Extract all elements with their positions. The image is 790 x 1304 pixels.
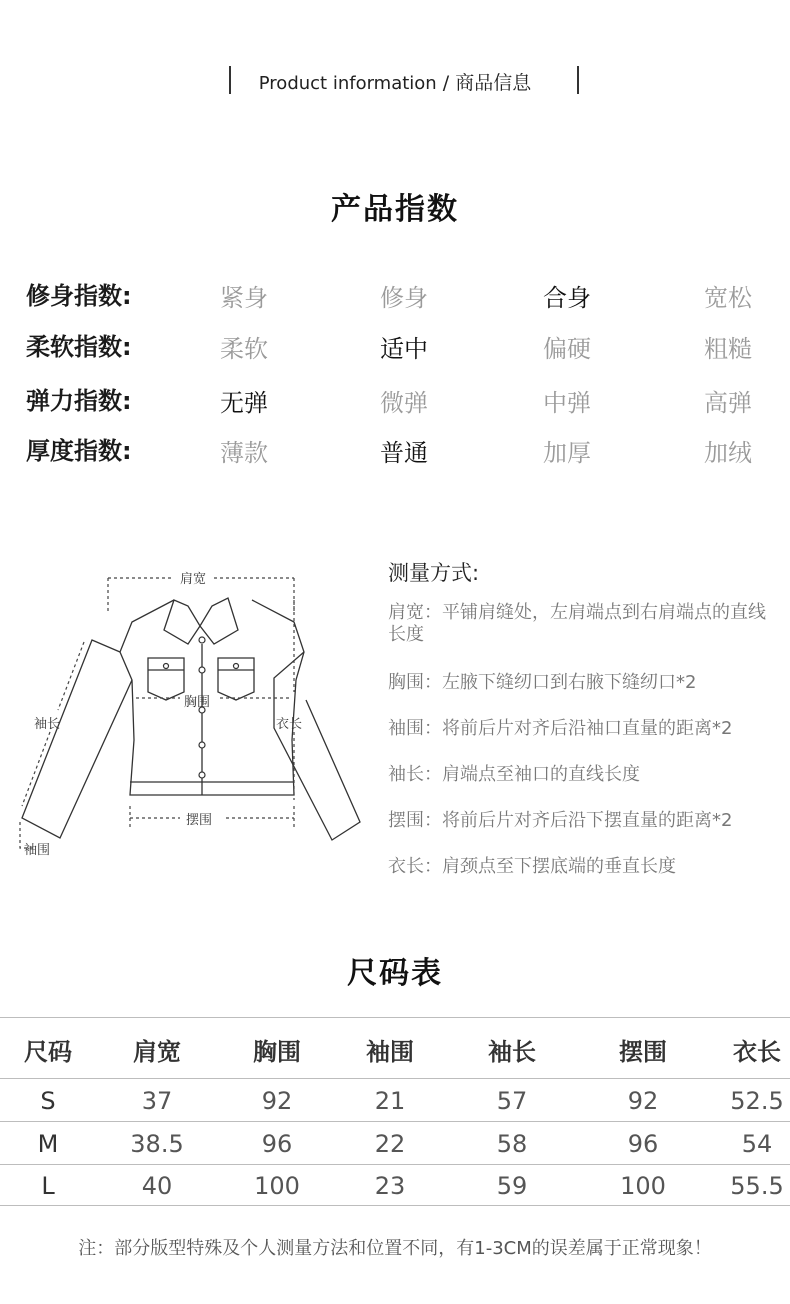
measurement-item-hem: 摆围：将前后片对齐后沿下摆直量的距离*2 [388, 810, 733, 831]
jacket-left-sleeve [22, 640, 132, 838]
table-cell: 52.5 [730, 1087, 784, 1115]
table-header-cell: 袖围 [366, 1038, 414, 1066]
table-divider [0, 1205, 790, 1206]
measurement-title: 测量方式: [388, 561, 480, 585]
size-table-title: 尺码表 [347, 956, 443, 991]
jacket-button [164, 664, 169, 669]
index-option: 高弹 [704, 389, 752, 417]
index-option-selected: 无弹 [220, 389, 268, 417]
table-cell: 54 [741, 1130, 773, 1158]
jacket-button [199, 667, 205, 673]
table-header-cell: 肩宽 [133, 1038, 181, 1066]
index-option: 加绒 [704, 439, 752, 467]
table-divider [0, 1164, 790, 1165]
index-row-label: 柔软指数: [26, 333, 132, 361]
header-title-sep: / [436, 72, 456, 94]
header-title [0, 68, 790, 95]
index-row-label: 厚度指数: [26, 437, 132, 465]
table-divider [0, 1078, 790, 1079]
table-cell: 21 [374, 1087, 406, 1115]
header-title-cn: 商品信息 [455, 72, 532, 94]
table-cell: 57 [496, 1087, 528, 1115]
table-size-cell: S [40, 1087, 56, 1115]
index-row-label: 修身指数: [26, 282, 132, 310]
index-option: 粗糙 [704, 335, 752, 363]
table-header-cell: 胸围 [253, 1038, 301, 1066]
table-cell: 92 [627, 1087, 659, 1115]
table-cell: 59 [496, 1172, 528, 1200]
index-option: 紧身 [220, 284, 268, 312]
table-cell: 22 [374, 1130, 406, 1158]
index-option-selected: 适中 [380, 335, 428, 363]
jacket-button [199, 637, 205, 643]
table-header-cell: 袖长 [488, 1038, 536, 1066]
index-option: 修身 [380, 284, 428, 312]
jacket-button [234, 664, 239, 669]
table-divider [0, 1121, 790, 1122]
table-header-cell: 衣长 [733, 1038, 781, 1066]
jacket-button [199, 742, 205, 748]
index-option: 偏硬 [543, 335, 591, 363]
table-cell: 100 [254, 1172, 300, 1200]
table-header-cell: 尺码 [24, 1038, 72, 1066]
index-option: 薄款 [220, 439, 268, 467]
diagram-label-hem: 摆围 [186, 813, 213, 828]
index-title: 产品指数 [331, 192, 459, 227]
index-option: 中弹 [543, 389, 591, 417]
jacket-diagram [12, 560, 372, 870]
table-cell: 37 [141, 1087, 173, 1115]
diagram-label-body-length: 衣长 [276, 717, 303, 732]
diagram-label-sleeve-length: 袖长 [34, 717, 61, 732]
index-option: 加厚 [543, 439, 591, 467]
table-cell: 58 [496, 1130, 528, 1158]
index-option: 宽松 [704, 284, 752, 312]
footer-note: 注：部分版型特殊及个人测量方法和位置不同，有1-3CM的误差属于正常现象！ [78, 1238, 712, 1259]
measurement-item-cuff: 袖围：将前后片对齐后沿袖口直量的距离*2 [388, 718, 733, 739]
jacket-right-sleeve [274, 652, 360, 840]
index-option: 微弹 [380, 389, 428, 417]
table-cell: 92 [261, 1087, 293, 1115]
measurement-item-sleeve-length: 袖长：肩端点至袖口的直线长度 [388, 764, 640, 785]
measurement-item-body-length: 衣长：肩颈点至下摆底端的垂直长度 [388, 856, 676, 877]
table-cell: 38.5 [130, 1130, 184, 1158]
measurement-item-shoulder: 肩宽：平铺肩缝处，左肩端点到右肩端点的直线长度 [388, 602, 766, 645]
measurement-item-chest: 胸围：左腋下缝纫口到右腋下缝纫口*2 [388, 672, 697, 693]
table-cell: 100 [620, 1172, 666, 1200]
table-cell: 23 [374, 1172, 406, 1200]
table-cell: 96 [627, 1130, 659, 1158]
table-size-cell: L [41, 1172, 55, 1200]
diagram-label-chest: 胸围 [184, 695, 211, 710]
index-option-selected: 合身 [543, 284, 591, 312]
table-cell: 40 [141, 1172, 173, 1200]
header-title-en: Product information [258, 73, 437, 94]
table-divider [0, 1017, 790, 1018]
table-size-cell: M [37, 1130, 59, 1158]
table-cell: 96 [261, 1130, 293, 1158]
jacket-button [199, 772, 205, 778]
index-row-label: 弹力指数: [26, 387, 132, 415]
index-option: 柔软 [220, 335, 268, 363]
diagram-label-cuff: 袖围 [24, 843, 51, 858]
table-header-cell: 摆围 [619, 1038, 667, 1066]
index-option-selected: 普通 [380, 439, 428, 467]
table-cell: 55.5 [730, 1172, 784, 1200]
diagram-label-shoulder: 肩宽 [180, 572, 207, 587]
